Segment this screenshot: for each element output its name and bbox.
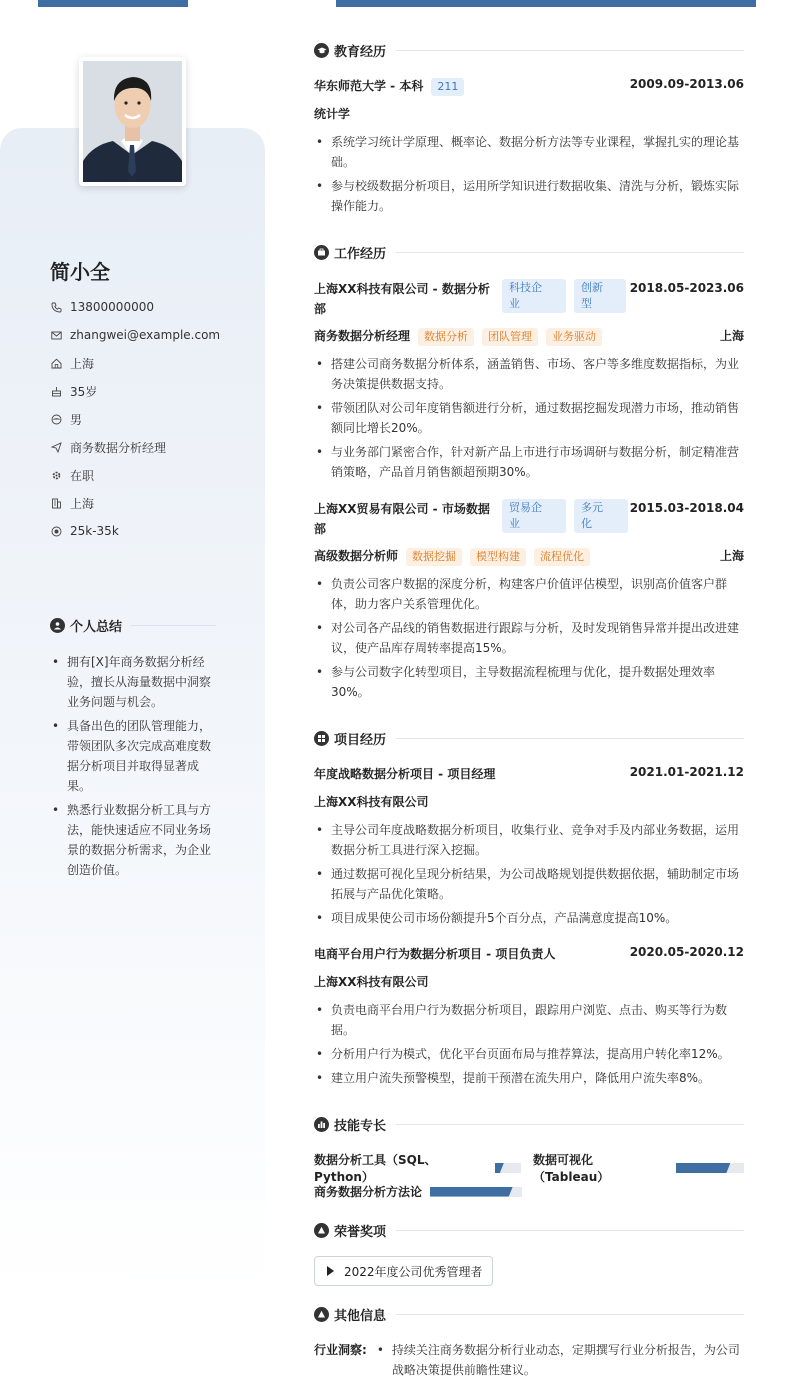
award-icon: [314, 1223, 329, 1238]
skill-name: 商务数据分析方法论: [314, 1185, 423, 1199]
candidate-name: 简小全: [50, 260, 110, 284]
education-header: [314, 77, 744, 96]
skill-name: 数据分析工具（SQL、Python）: [314, 1153, 437, 1184]
job-city: 上海: [719, 329, 744, 343]
awards-title: 荣誉奖项: [334, 1224, 387, 1240]
grid-icon: [314, 731, 329, 746]
other-bullets: [375, 1340, 744, 1384]
list-item: • 分析用户行为模式，优化平台页面布局与推荐算法，提高用户转化率12%。: [314, 1044, 744, 1064]
project-date: 2021.01-2021.12: [629, 765, 744, 779]
award-item[interactable]: [314, 1256, 493, 1286]
project-bullets: [314, 1000, 744, 1092]
education-heading: [314, 41, 744, 59]
school-tag: 211: [431, 78, 464, 96]
project-header: [314, 765, 744, 782]
divider: [396, 1314, 744, 1315]
building-icon: [50, 497, 62, 509]
divider: [396, 252, 744, 253]
divider: [396, 738, 744, 739]
job-bullets: [314, 574, 744, 706]
project-header: [314, 945, 744, 962]
other-heading: [314, 1305, 744, 1323]
location-text: 上海: [70, 356, 95, 371]
mail-icon: [50, 329, 62, 341]
cake-icon: [50, 385, 62, 397]
role-tag: 团队管理: [482, 328, 538, 346]
job-role: 高级数据分析师: [314, 549, 399, 563]
summary-title-text: 个人总结: [70, 620, 123, 635]
divider: [396, 1124, 744, 1125]
other-row: [314, 1340, 744, 1384]
projects-heading: [314, 729, 744, 747]
summary-item: • 具备出色的团队管理能力，带领团队多次完成高难度数据分析项目并取得显著成果。: [50, 716, 216, 796]
summary-heading: [50, 616, 216, 635]
summary-list: [50, 652, 216, 884]
info-status: [50, 461, 220, 489]
company-name: 上海XX贸易有限公司 - 市场数据 部: [314, 502, 490, 536]
job-header: [314, 499, 744, 539]
info-phone: [50, 293, 220, 321]
summary-item: • 熟悉行业数据分析工具与方法，能快速适应不同业务场景的数据分析需求，为企业创造价值。: [50, 800, 216, 880]
list-item: • 参与公司数字化转型项目，主导数据流程梳理与优化，提升数据处理效率30%。: [314, 662, 744, 702]
job-role-row: [314, 327, 744, 346]
education-bullets: [314, 132, 744, 220]
project-company-row: [314, 793, 744, 810]
job-header: [314, 279, 744, 319]
phone-text: 13800000000: [70, 300, 154, 314]
list-item: • 负责电商平台用户行为数据分析项目，跟踪用户浏览、点击、购买等行为数据。: [314, 1000, 744, 1040]
list-item: • 与业务部门紧密合作，针对新产品上市进行市场调研与数据分析，制定精准营销策略，产品首月销售额超预期30%。: [314, 442, 744, 482]
info-salary: [50, 517, 220, 545]
job-city: 上海: [719, 549, 744, 563]
info-gender: [50, 405, 220, 433]
list-item: • 系统学习统计学原理、概率论、数据分析方法等专业课程，掌握扎实的理论基础。: [314, 132, 744, 172]
work-city-text: 上海: [70, 496, 95, 511]
major: 统计学: [314, 107, 351, 121]
project-date: 2020.05-2020.12: [629, 945, 744, 959]
list-item: • 对公司各产品线的销售数据进行跟踪与分析，及时发现销售异常并提出改进建议，使产品库存周转率提高15%。: [314, 618, 744, 658]
salary-text: 25k-35k: [70, 524, 119, 538]
skills-title: 技能专长: [334, 1118, 387, 1134]
project-company-row: [314, 973, 744, 990]
job-date: 2018.05-2023.06: [629, 281, 744, 295]
divider: [396, 1230, 744, 1231]
list-item: • 负责公司客户数据的深度分析，构建客户价值评估模型，识别高价值客户群体，助力客户关系管理优化。: [314, 574, 744, 614]
info-icon: [314, 1307, 329, 1322]
role-tag: 数据挖掘: [406, 548, 462, 566]
target-icon: [50, 525, 62, 537]
bar-chart-icon: [314, 1117, 329, 1132]
awards-heading: [314, 1221, 744, 1239]
company-tag: 创新 型: [574, 279, 626, 313]
contact-info-list: [50, 293, 220, 545]
list-item: • 主导公司年度战略数据分析项目，收集行业、竞争对手及内部业务数据，运用数据分析工具进行深入挖掘。: [314, 820, 744, 860]
age-text: 35岁: [70, 384, 98, 399]
role-tag: 业务驱动: [546, 328, 602, 346]
list-item: • 搭建公司商务数据分析体系，涵盖销售、市场、客户等多维度数据指标，为业务决策提供数据支持。: [314, 354, 744, 394]
job-bullets: [314, 354, 744, 486]
top-accent-bar-right: [336, 0, 756, 7]
user-icon: [50, 618, 65, 633]
work-heading: [314, 243, 744, 261]
skills-row: [314, 1151, 744, 1185]
list-item: • 建立用户流失预警模型，提前干预潜在流失用户，降低用户流失率8%。: [314, 1068, 744, 1088]
avatar: [79, 57, 186, 186]
company-tag: 贸易企 业: [502, 499, 566, 533]
award-text: 2022年度公司优秀管理者: [344, 1264, 483, 1279]
briefcase-icon: [314, 245, 329, 260]
skill-level-bar: [430, 1187, 522, 1197]
status-text: 在职: [70, 468, 95, 483]
divider: [130, 625, 216, 626]
company-tag: 多元 化: [574, 499, 628, 533]
company-tag: 科技企 业: [502, 279, 566, 313]
other-label: 行业洞察:: [314, 1343, 367, 1357]
gender-text: 男: [70, 412, 83, 427]
list-item: • 项目成果使公司市场份额提升5个百分点，产品满意度提高10%。: [314, 908, 744, 928]
projects-title: 项目经历: [334, 732, 387, 748]
info-position: [50, 433, 220, 461]
graduation-cap-icon: [314, 43, 329, 58]
role-tag: 数据分析: [418, 328, 474, 346]
top-accent-bar-left: [38, 0, 188, 7]
job-date: 2015.03-2018.04: [629, 501, 744, 515]
company-name: 上海XX科技有限公司 - 数据分析 部: [314, 282, 490, 316]
role-tag: 模型构建: [470, 548, 526, 566]
info-age: [50, 377, 220, 405]
role-tag: 流程优化: [534, 548, 590, 566]
info-email: [50, 321, 220, 349]
school-name: 华东师范大学 - 本科: [314, 79, 424, 93]
project-bullets: [314, 820, 744, 932]
skill-level-bar: [676, 1163, 744, 1173]
job-role-row: [314, 547, 744, 566]
home-icon: [50, 357, 62, 369]
summary-item: • 拥有[X]年商务数据分析经验，擅长从海量数据中洞察业务问题与机会。: [50, 652, 216, 712]
project-company: 上海XX科技有限公司: [314, 975, 429, 989]
position-text: 商务数据分析经理: [70, 440, 167, 455]
work-title: 工作经历: [334, 246, 387, 262]
divider: [396, 50, 744, 51]
skills-heading: [314, 1115, 744, 1133]
skill-level-bar: [495, 1163, 521, 1173]
status-icon: [50, 469, 62, 481]
info-location: [50, 349, 220, 377]
play-icon: [327, 1266, 334, 1276]
send-icon: [50, 441, 62, 453]
email-text: zhangwei@example.com: [70, 328, 221, 342]
list-item: • 参与校级数据分析项目，运用所学知识进行数据收集、清洗与分析，锻炼实际操作能力。: [314, 176, 744, 216]
education-title: 教育经历: [334, 44, 387, 60]
other-title: 其他信息: [334, 1308, 387, 1324]
education-major-row: [314, 105, 744, 122]
education-date: 2009.09-2013.06: [629, 77, 744, 91]
skills-row: [314, 1183, 744, 1200]
project-company: 上海XX科技有限公司: [314, 795, 429, 809]
gender-icon: [50, 413, 62, 425]
profile-photo: [83, 61, 182, 182]
phone-icon: [50, 301, 62, 313]
list-item: • 持续关注商务数据分析行业动态，定期撰写行业分析报告，为公司战略决策提供前瞻性建议。: [375, 1340, 744, 1380]
project-name: 电商平台用户行为数据分析项目 - 项目负责人: [314, 947, 556, 961]
skill-name: 数据可视化（Tableau）: [533, 1153, 610, 1184]
info-work-city: [50, 489, 220, 517]
project-name: 年度战略数据分析项目 - 项目经理: [314, 767, 496, 781]
job-role: 商务数据分析经理: [314, 329, 411, 343]
list-item: • 通过数据可视化呈现分析结果，为公司战略规划提供数据依据，辅助制定市场拓展与产品优化策略。: [314, 864, 744, 904]
list-item: • 带领团队对公司年度销售额进行分析，通过数据挖掘发现潜力市场，推动销售额同比增长20%。: [314, 398, 744, 438]
